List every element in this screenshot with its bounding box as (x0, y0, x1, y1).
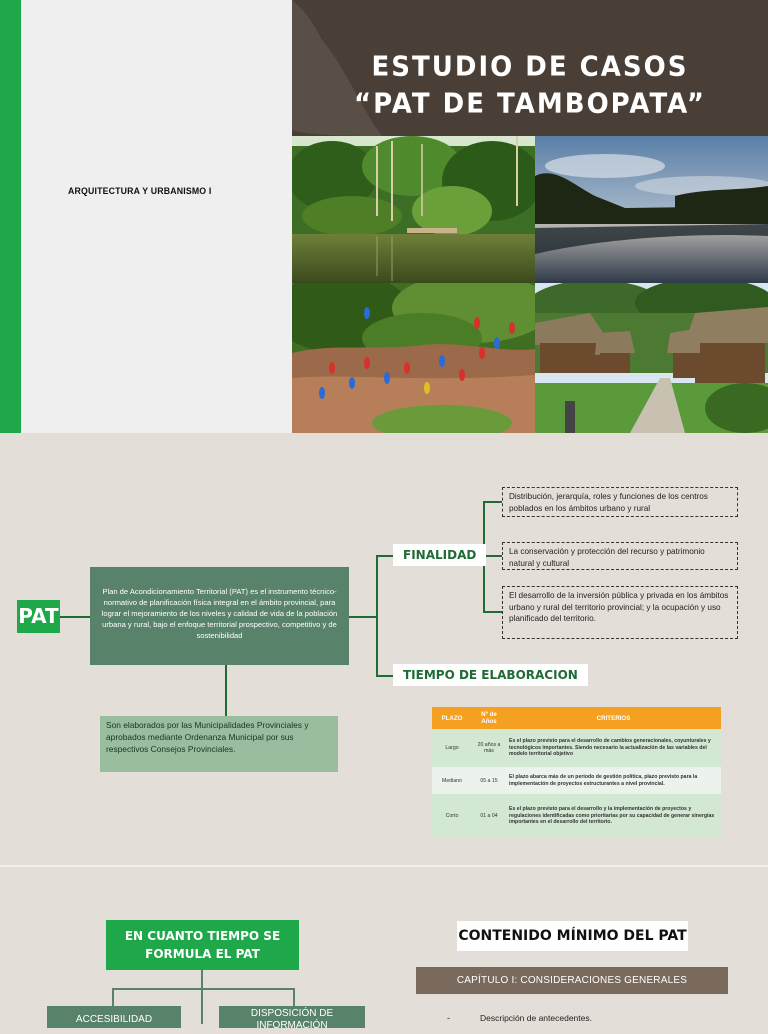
bullet-marker: - (447, 1013, 450, 1023)
disposicion-box (219, 1006, 365, 1031)
column-header: Nº de Años (472, 707, 506, 729)
connector-line (349, 616, 377, 618)
table-cell: 05 a 15 (472, 767, 506, 794)
finalidad-item: La conservación y protección del recurso y patrimonio natural y cultural (502, 542, 738, 570)
pat-definition: Plan de Acondicionamiento Territorial (PAT) es el instrumento técnico-normativo de planificación física integral en el ámbito provincial, para lograr el mejoramiento de los niveles y calidad de vida de la población urbana y rural, bajo el enfoque territorial prospectivo, competitivo y de sostenibilidad (90, 567, 349, 665)
formulation-time-box (106, 920, 299, 970)
table-row (432, 767, 721, 794)
formulation-time-line-2: FORMULA EL PAT (145, 947, 260, 961)
table-cell: 01 a 04 (472, 794, 506, 838)
connector-line (376, 555, 378, 677)
connector-line (376, 675, 393, 677)
course-name: ARQUITECTURA Y URBANISMO I (68, 186, 212, 197)
column-header: PLAZO (432, 707, 472, 729)
connector-line (483, 611, 502, 613)
title-banner (292, 0, 768, 136)
plazos-table (432, 707, 721, 838)
title-line-1: ESTUDIO DE CASOS (371, 51, 689, 83)
table-row (432, 794, 721, 838)
connector-line (60, 616, 90, 618)
finalidad-item: El desarrollo de la inversión pública y privada en los ámbitos urbano y rural del territorio provincial; y la ocupación y uso planificado del territorio. (502, 586, 738, 639)
contenido-title: CONTENIDO MÍNIMO DEL PAT (457, 921, 688, 951)
table-cell: Es el plazo previsto para el desarrollo y la implementación de proyectos y regulaciones identificadas como prioritarias por su capacidad de generar sinergias importantes en el desarrollo del territorio. (506, 794, 721, 838)
table-cell: El plazo abarca más de un periodo de gestión política, plazo previsto para la implementación de proyectos estructurantes a nivel provincial. (506, 767, 721, 794)
connector-line (201, 970, 203, 1024)
table-row (432, 729, 721, 767)
disposicion-line-1: DISPOSICIÓN DE (250, 1008, 334, 1019)
tiempo-label: TIEMPO DE ELABORACION (393, 664, 588, 686)
connector-line (112, 988, 114, 1006)
connector-line (225, 665, 227, 716)
pat-badge: PAT (17, 600, 60, 633)
sunset-river-photo (535, 136, 768, 283)
column-header: CRITERIOS (506, 707, 721, 729)
disposicion-line-2: INFORMACIÓN (256, 1020, 328, 1031)
accesibilidad-box: ACCESIBILIDAD (47, 1006, 181, 1028)
connector-line (376, 555, 393, 557)
chapter-1-header: CAPÍTULO I: CONSIDERACIONES GENERALES (416, 967, 728, 994)
connector-line (112, 988, 295, 990)
table-cell: 20 años a más (472, 729, 506, 767)
connector-line (293, 988, 295, 1006)
river-jungle-photo (292, 136, 535, 283)
table-cell: Mediano (432, 767, 472, 794)
macaw-clay-lick-photo (292, 283, 535, 433)
title-line-2: “PAT DE TAMBOPATA” (354, 88, 706, 120)
elaboration-note: Son elaborados por las Municipalidades Provinciales y aprobados mediante Ordenanza Municipal por sus respectivos Consejos Provinciales. (100, 716, 338, 772)
table-cell: Largo (432, 729, 472, 767)
accent-bar (0, 0, 21, 433)
finalidad-label: FINALIDAD (393, 544, 486, 566)
table-header-row (432, 707, 721, 729)
table-cell: Es el plazo previsto para el desarrollo de cambios generacionales, coyunturales y tecnológicos importantes. Siendo necesario la actualización de las variables del modelo territorial objetivo (506, 729, 721, 767)
finalidad-item: Distribución, jerarquía, roles y funciones de los centros poblados en los ámbitos urbano y rural (502, 487, 738, 517)
table-cell: Corto (432, 794, 472, 838)
jungle-lodge-photo (535, 283, 768, 433)
formulation-time-line-1: EN CUANTO TIEMPO SE (124, 929, 281, 943)
list-item: Descripción de antecedentes. (480, 1013, 592, 1023)
connector-line (483, 501, 502, 503)
